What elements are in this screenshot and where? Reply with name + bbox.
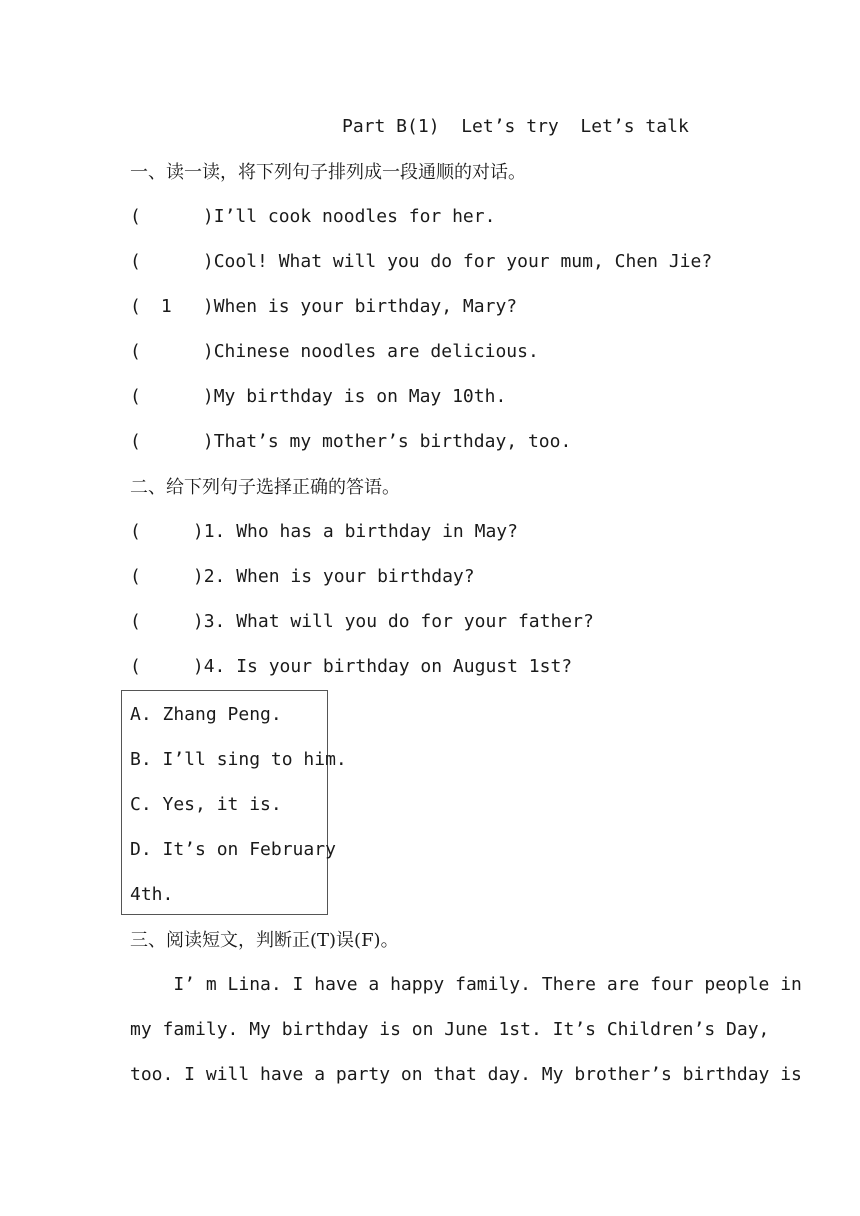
option-a: A. Zhang Peng. xyxy=(130,704,282,725)
order-item xyxy=(130,385,506,409)
section1-heading: 一、读一读，将下列句子排列成一段通顺的对话。 xyxy=(130,162,526,183)
question-item xyxy=(130,565,475,589)
open-paren: ( xyxy=(130,296,141,317)
question-item xyxy=(130,610,594,634)
close-paren: ) xyxy=(202,206,214,227)
open-paren: ( xyxy=(130,611,141,632)
order-item xyxy=(130,295,517,319)
question-text: 1. Who has a birthday in May? xyxy=(203,521,518,542)
passage-line: my family. My birthday is on June 1st. It’s Children’s Day, xyxy=(130,1019,770,1040)
passage-line: I’ m Lina. I have a happy family. There are four people in xyxy=(130,974,802,995)
order-item-text: Chinese noodles are delicious. xyxy=(213,341,539,362)
option-d: D. It’s on February xyxy=(130,839,336,860)
order-item-text: Cool! What will you do for your mum, Chen Jie? xyxy=(213,251,713,272)
open-paren: ( xyxy=(130,341,141,362)
question-text: 3. What will you do for your father? xyxy=(203,611,594,632)
order-item-text: I’ll cook noodles for her. xyxy=(213,206,496,227)
passage-line: too. I will have a party on that day. My brother’s birthday is xyxy=(130,1064,802,1085)
page-title: Part B(1) Let’s try Let’s talk xyxy=(342,116,689,137)
close-paren: ) xyxy=(192,566,204,587)
question-text: 2. When is your birthday? xyxy=(203,566,475,587)
option-b: B. I’ll sing to him. xyxy=(130,749,347,770)
close-paren: ) xyxy=(202,386,214,407)
open-paren: ( xyxy=(130,656,141,677)
option-d-continued: 4th. xyxy=(130,884,174,905)
close-paren: ) xyxy=(202,251,214,272)
close-paren: ) xyxy=(192,611,204,632)
open-paren: ( xyxy=(130,431,141,452)
order-item-text: That’s my mother’s birthday, too. xyxy=(213,431,572,452)
close-paren: ) xyxy=(202,296,214,317)
close-paren: ) xyxy=(192,656,204,677)
open-paren: ( xyxy=(130,386,141,407)
section3-heading: 三、阅读短文，判断正(T)误(F)。 xyxy=(130,930,399,951)
open-paren: ( xyxy=(130,566,141,587)
order-item xyxy=(130,430,571,454)
open-paren: ( xyxy=(130,206,141,227)
close-paren: ) xyxy=(192,521,204,542)
order-item-text: When is your birthday, Mary? xyxy=(213,296,518,317)
answer-options-box xyxy=(121,690,347,915)
question-item xyxy=(130,520,518,544)
question-item xyxy=(130,655,572,679)
order-item xyxy=(130,340,539,364)
section2-heading: 二、给下列句子选择正确的答语。 xyxy=(130,477,400,498)
answer-blank: 1 xyxy=(160,296,172,317)
close-paren: ) xyxy=(202,341,214,362)
order-item xyxy=(130,250,712,274)
open-paren: ( xyxy=(130,251,141,272)
open-paren: ( xyxy=(130,521,141,542)
order-item-text: My birthday is on May 10th. xyxy=(213,386,507,407)
close-paren: ) xyxy=(202,431,214,452)
question-text: 4. Is your birthday on August 1st? xyxy=(203,656,573,677)
order-item xyxy=(130,205,495,229)
option-c: C. Yes, it is. xyxy=(130,794,282,815)
